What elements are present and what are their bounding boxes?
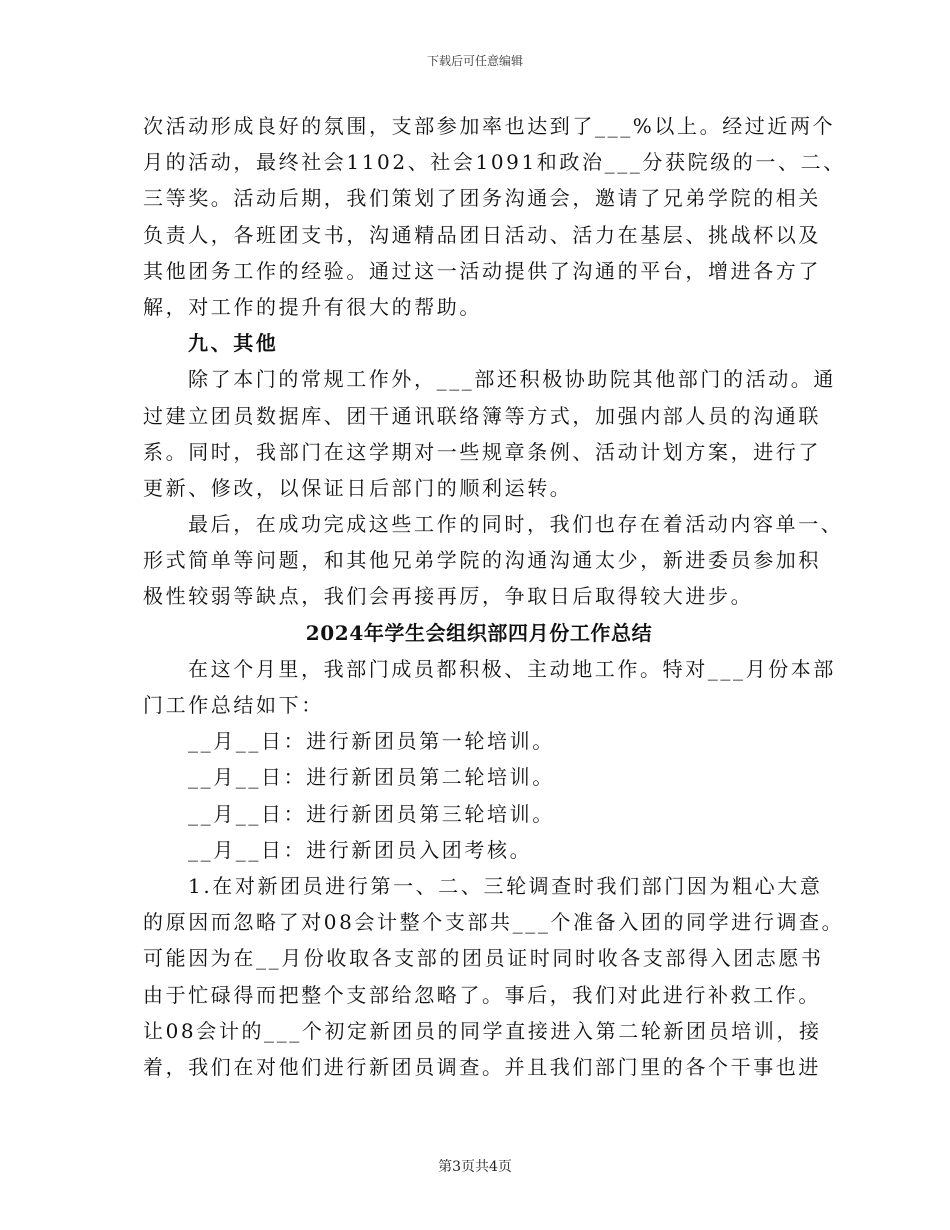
schedule-item: __月__日：进行新团员第三轮培训。 (188, 801, 555, 826)
section-heading: 九、其他 (188, 331, 279, 356)
body-line: 由于忙碌得而把整个支部给忽略了。事后，我们对此进行补救工作。 (143, 982, 821, 1007)
document-body (143, 108, 846, 1085)
body-line: 其他团务工作的经验。通过这一活动提供了沟通的平台，增进各方了 (143, 258, 821, 283)
body-line: 的原因而忽略了对08会计整个支部共___个准备入团的同学进行调查。 (143, 910, 845, 935)
body-line: 可能因为在__月份收取各支部的团员证时同时收各支部得入团志愿书 (143, 946, 824, 971)
page-header: 下载后可任意编辑 (426, 54, 523, 68)
body-line: 在这个月里，我部门成员都积极、主动地工作。特对___月份本部 (188, 656, 836, 681)
schedule-item: __月__日：进行新团员入团考核。 (188, 837, 533, 862)
body-line: 过建立团员数据库、团干通讯联络簿等方式，加强内部人员的沟通联 (143, 403, 821, 428)
body-line: 次活动形成良好的氛围，支部参加率也达到了___%以上。经过近两个 (143, 114, 836, 138)
schedule-item: __月__日：进行新团员第二轮培训。 (188, 765, 555, 790)
body-line: 1.在对新团员进行第一、二、三轮调查时我们部门因为粗心大意 (188, 873, 823, 898)
body-line: 除了本门的常规工作外，___部还积极协助院其他部门的活动。通 (188, 367, 836, 392)
schedule-item: __月__日：进行新团员第一轮培训。 (188, 729, 555, 754)
document-title: 2024年学生会组织部四月份工作总结 (305, 620, 653, 645)
page-number-footer: 第3页共4页 (438, 1159, 512, 1175)
body-line: 月的活动，最终社会1102、社会1091和政治___分获院级的一、二、 (143, 150, 846, 175)
body-line: 负责人，各班团支书，沟通精品团日活动、活力在基层、挑战杯以及 (143, 222, 821, 247)
body-line: 着，我们在对他们进行新团员调查。并且我们部门里的各个干事也进 (143, 1054, 821, 1079)
body-line: 更新、修改，以保证日后部门的顺利运转。 (143, 475, 573, 500)
body-line: 最后，在成功完成这些工作的同时，我们也存在着活动内容单一、 (188, 512, 844, 537)
body-line: 门工作总结如下： (143, 693, 324, 717)
body-line: 解，对工作的提升有很大的帮助。 (143, 294, 482, 319)
body-line: 形式简单等问题，和其他兄弟学院的沟通沟通太少，新进委员参加积 (143, 548, 821, 573)
body-line: 极性较弱等缺点，我们会再接再厉，争取日后取得较大进步。 (143, 584, 754, 609)
body-line: 让08会计的___个初定新团员的同学直接进入第二轮新团员培训，接 (143, 1018, 822, 1043)
body-line: 系。同时，我部门在这学期对一些规章条例、活动计划方案，进行了 (143, 439, 821, 464)
body-line: 三等奖。活动后期，我们策划了团务沟通会，邀请了兄弟学院的相关 (143, 186, 821, 211)
